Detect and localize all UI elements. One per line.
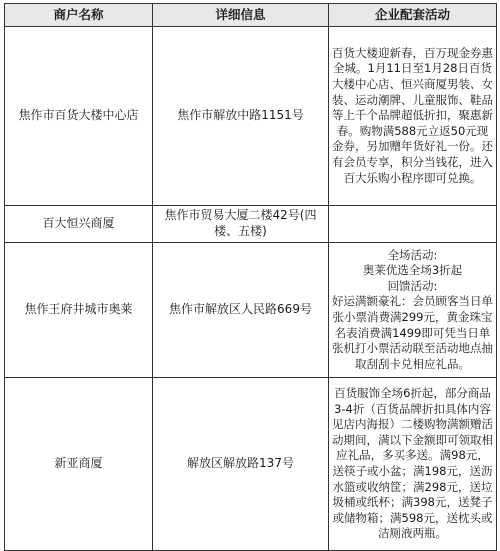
merchant-activity: 百货大楼迎新春，百万现金券惠全城。1月11日至1月28日百货大楼中心店、恒兴商厦男装、女装、运动潮牌、儿童服饰、鞋品等上千个品牌超低折扣，聚惠新春。购物满588元立返50元现金券，另加赠年货好礼一份。还有会员专享，积分当钱花，进入百大乐购小程序即可兑换。: [329, 27, 497, 206]
activity-line: 好运满额豪礼：会员顾客当日单张小票消费满299元，黄金珠宝名表消费满1499即可凭当日单张机打小票活动联至活动地点抽取刮刮卡兑相应礼品。: [332, 294, 493, 371]
activity-line: 奥莱优选全场3折起: [362, 263, 463, 278]
merchant-name: 焦作市百货大楼中心店: [5, 27, 153, 206]
merchant-address: 解放区解放路137号: [153, 378, 329, 551]
table-row: [5, 378, 497, 551]
merchant-activity: 百货服饰全场6折起，部分商品3-4折（百货品牌折扣具体内容见店内海报）二楼购物满额赠活动期间，满以下金额即可领取相应礼品，多买多送。满98元，送筷子或小盆；满198元，送沥水篮或收纳筐；满298元，送垃圾桶或纸杯；满398元，送凳子或储物箱；满598元，送枕头或洁厕液两瓶。: [329, 378, 497, 551]
merchant-activity-table: [4, 3, 497, 551]
header-details: 详细信息: [153, 4, 329, 27]
merchant-activity: [329, 206, 497, 243]
merchant-address: 焦作市贸易大厦二楼42号(四楼、五楼): [153, 206, 329, 243]
table-row: [5, 27, 497, 206]
table-row: [5, 243, 497, 378]
merchant-name: 新亚商厦: [5, 378, 153, 551]
merchant-activity: [329, 243, 497, 378]
merchant-address: 焦作市解放区人民路669号: [153, 243, 329, 378]
merchant-name: 焦作王府井城市奥莱: [5, 243, 153, 378]
table-row: [5, 206, 497, 243]
merchant-name: 百大恒兴商厦: [5, 206, 153, 243]
header-activities: 企业配套活动: [329, 4, 497, 27]
activity-line: 全场活动:: [387, 247, 438, 262]
table-header-row: [5, 4, 497, 27]
header-merchant-name: 商户名称: [5, 4, 153, 27]
merchant-address: 焦作市解放中路1151号: [153, 27, 329, 206]
activity-line: 回馈活动:: [387, 278, 438, 293]
